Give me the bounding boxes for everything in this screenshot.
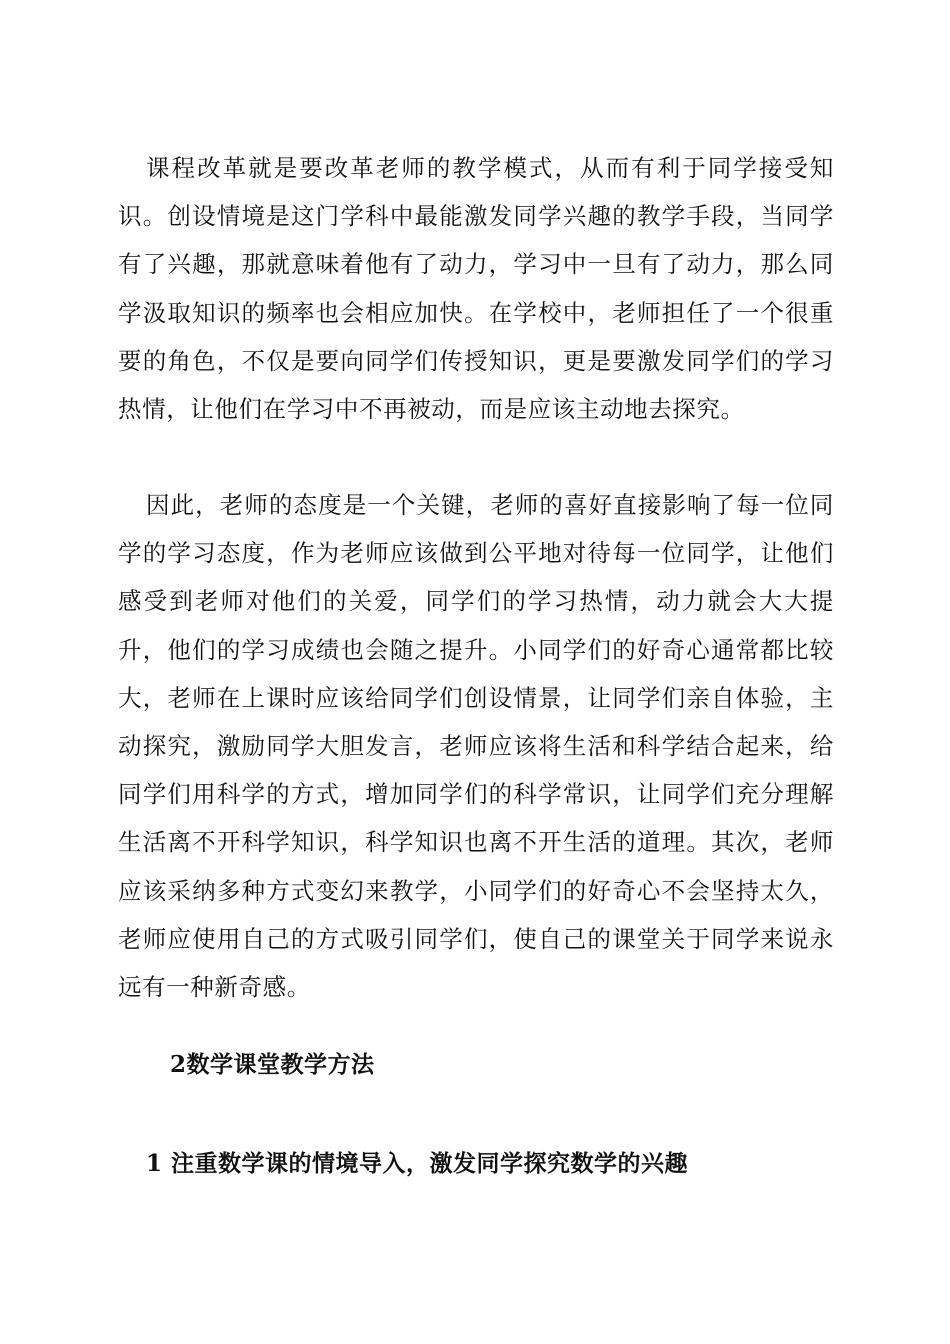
section-heading: 2数学课堂教学方法 [170, 1051, 375, 1078]
subsection-heading: 1 注重数学课的情境导入，激发同学探究数学的兴趣 [146, 1150, 689, 1177]
body-paragraph-1: 课程改革就是要改革老师的教学模式，从而有利于同学接受知识。创设情境是这门学科中最能激发同学兴趣的教学手段，当同学有了兴趣，那就意味着他有了动力，学习中一旦有了动力，那么同学汲取知识的频率也会相应加快。在学校中，老师担任了一个很重要的角色，不仅是要向同学们传授知识，更是要激发同学们的学习热情，让他们在学习中不再被动，而是应该主动地去探究。 [118, 154, 834, 424]
body-paragraph-2: 因此，老师的态度是一个关键，老师的喜好直接影响了每一位同学的学习态度，作为老师应该做到公平地对待每一位同学，让他们感受到老师对他们的关爱，同学们的学习热情，动力就会大大提升，他们的学习成绩也会随之提升。小同学们的好奇心通常都比较大，老师在上课时应该给同学们创设情景，让同学们亲自体验，主动探究，激励同学大胆发言，老师应该将生活和科学结合起来，给同学们用科学的方式，增加同学们的科学常识，让同学们充分理解生活离不开科学知识，科学知识也离不开生活的道理。其次，老师应该采纳多种方式变幻来教学，小同学们的好奇心不会坚持太久，老师应使用自己的方式吸引同学们，使自己的课堂关于同学来说永远有一种新奇感。 [118, 491, 834, 1002]
